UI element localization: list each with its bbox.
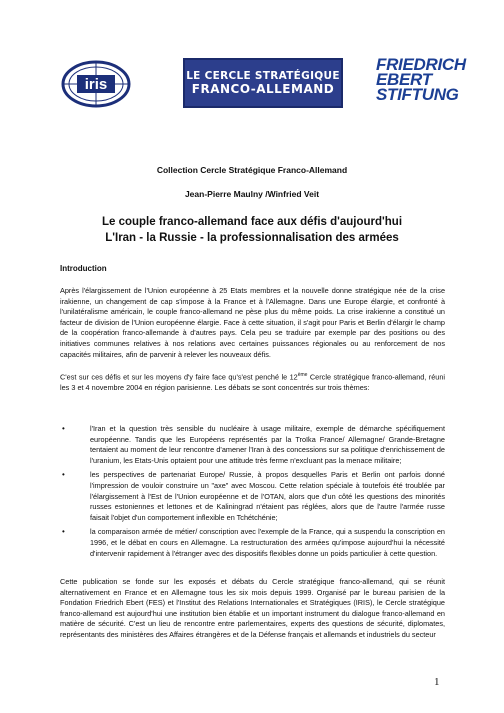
list-item: [60, 527, 445, 559]
iris-logo: [60, 59, 132, 109]
list-item-text: l'Iran et la question très sensible du nucléaire à usage militaire, exemple de démarche spécifiquement européenne. Tandis que les Européens représentés par la Troïka France/ Allemagne/ Grande-Bretagne tentaient au moment de leur rencontre d'amener l'Iran à des concessions sur sa politique d'enrichissement de l'uranium, les Etats-Unis optaient pour une attitude très ferme n'excluant pas la menace militaire;: [90, 424, 445, 465]
document-subtitle: L'Iran - la Russie - la professionnalisation des armées: [105, 232, 399, 244]
section-heading-introduction: Introduction: [60, 264, 107, 273]
bullet-icon: •: [62, 424, 65, 433]
list-item-text: les perspectives de partenariat Europe/ Russie, à propos desquelles Paris et Berlin ont parfois donné l'impression de vouloir construire un "axe" avec Moscou. Cette relation spéciale à toutefois été troublée par l'élargissement à l'Est de l'Union européenne et de l'OTAN, alors que d'un côté les questions des minorités russes estoniennes et lettones et de Kaliningrad n'étaient pas réglées, alors que de l'autre l'armée russe faisait l'objet d'un comportement inflexible en Tchétchénie;: [90, 470, 445, 522]
friedrich-ebert-stiftung-logo: [376, 57, 468, 102]
ordinal-superscript: ème: [297, 372, 308, 378]
bullet-icon: •: [62, 470, 65, 480]
paragraph-3: Cette publication se fonde sur les exposés et débats du Cercle stratégique franco-allemand, qui se réunit alternativement en France et en Allemagne tous les six mois depuis 1999. Organisé par le bureau parisien de la Fondation Friedrich Ebert (FES) et l'Institut des Relations Internationales et Stratégiques (IRIS), le Cercle stratégique franco-allemand est aujourd'hui une institution bien établie et un important instrument du dialogue franco-allemand en matière de sécurité. C'est un lieu de rencontre entre parlementaires, experts des questions de sécurité, diplomates, représentants des ministères des Affaires étrangères et de la Défense français et allemands et industriels du secteur: [60, 577, 445, 639]
document-title: Le couple franco-allemand face aux défis d'aujourd'hui: [101, 216, 403, 228]
collection-title: Collection Cercle Stratégique Franco-Allemand: [156, 165, 348, 175]
list-item-text: la comparaison armée de métier/ conscription avec l'exemple de la France, qui a suspendu la conscription en 1996, et le débat en cours en Allemagne. La restructuration des armées qu'impose aujourd'hui la nécessité d'intervenir rapidement à l'étranger avec des dispositifs flexibles donne un poids particulier à cette question.: [90, 527, 445, 558]
list-item: [60, 424, 445, 466]
paragraph-2: [60, 370, 445, 394]
fes-logo-line3: STIFTUNG: [376, 85, 459, 104]
iris-logo-text: iris: [84, 76, 108, 93]
paragraph-2-start: C'est sur ces défis et sur les moyens d'y faire face qu's'est penché le 12: [60, 372, 298, 382]
paragraph-2-end: Cercle stratégique franco-allemand, réuni les 3 et 4 novembre 2004 en région parisienne. Les débats se sont concentrés sur trois thèmes:: [60, 372, 446, 393]
fes-logo-line2: EBERT: [376, 70, 432, 89]
authors: Jean-Pierre Maulny /Winfried Veit: [184, 189, 320, 199]
cercle-strategique-logo: [183, 58, 343, 108]
fes-logo-line1: FRIEDRICH: [376, 55, 466, 74]
logo-bar: [0, 56, 504, 116]
themes-list: [60, 424, 445, 563]
list-item: [60, 470, 445, 523]
paragraph-1: Après l'élargissement de l'Union européenne à 25 Etats membres et la nouvelle donne stratégique née de la crise irakienne, un changement de cap s'impose à la France et à l'Allemagne. Dans une Europe élargie, et confronté à l'unilatéralisme américain, le couple franco-allemand ne pèse plus du même poids. La crise irakienne a constitué un facteur de division de l'Union européenne élargie. Face à cette situation, il s'agit pour Paris et Berlin d'élargir le champ de la coopération franco-allemande à d'autres pays. Cela peu se traduire par exemple par des positions ou des initiatives communes relatives à nos relations avec certaines puissances régionales ou au renforcement de nos capacités militaires, afin de parvenir à relever les nouveaux défis.: [60, 286, 445, 359]
page-number: 1: [434, 676, 440, 688]
cercle-logo-line1: LE CERCLE STRATÉGIQUE: [186, 70, 340, 82]
cercle-logo-line2: FRANCO-ALLEMAND: [191, 82, 335, 96]
bullet-icon: •: [62, 527, 65, 537]
